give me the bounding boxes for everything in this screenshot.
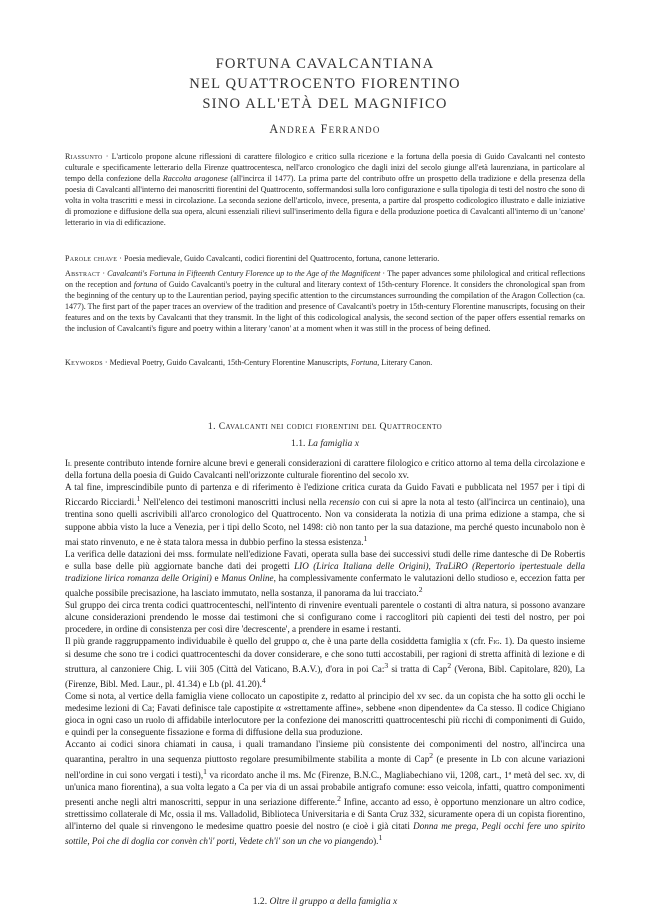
abstract-sep: · [100, 269, 108, 278]
subsection-title: Oltre il gruppo α della famiglia x [269, 896, 398, 907]
paper-title-line-3: SINO ALL'ETÀ DEL MAGNIFICO [202, 96, 448, 112]
paragraph-3 [65, 548, 585, 599]
riassunto-text-2: (all'incirca il 1477). La prima parte del contributo offre un prospetto della tradizione e della presenza della poesia di Cavalcanti all'interno dei manoscritti fiorentini del Quattrocento, soffermandosi sulla loro configurazione e sulla tipologia di testi del nostro che sono di volta in volta trascritti e messi in circolazione. La seconda sezione dell'articolo, invece, presenta, a partire dal prospetto codicologico illustrato e dalle iniziative di promozione e diffusione della sua opera, alcuni essenziali rilievi sull'inserimento della figura e della produzione poetica di Cavalcanti all'interno di un 'canone' letterario in via di edificazione. [65, 174, 585, 227]
paragraph-6: Come si nota, al vertice della famiglia viene collocato un capostipite z, redatto al principio del xv sec. da un copista che ha sotto gli occhi le medesime lezioni di Ca; Favati definisce tale capostipite α «strettamente affine», sebbene «non dipendente» da Ca stesso. Il codice Chigiano gioca in ogni caso un ruolo di affidabile interlocutore per la confezione dei manoscritti quattrocenteschi più ricchi di componimenti di Guido, e quindi per la conseguente fissazione e forma di diffusione della sua produzione. [65, 690, 585, 738]
poem-title: Vedete ch'i' son un che vo piangendo [238, 836, 374, 847]
keywords-text-2: , Literary Canon. [377, 358, 433, 367]
subsection-title: La famiglia x [307, 438, 359, 449]
abstract-text-2: of Guido Cavalcanti's poetry in the cultural and literary context of 15th-century Florence. It considers the chronological span from the beginning of the century up to the Laurentian period, paying specific attention to the circumstances surrounding the compilation of the Aragon Collection (ca. 1477). The first part of the paper traces an overview of the tradition and presence of Cavalcanti's poetry in 15th-century Florentine manuscripts, focusing on their features and on the texts by Cavalcanti that they transmit. In the light of this codicological analysis, the second section of the paper offers essential remarks on the inclusion of Cavalcanti's figure and poetry within a literary 'canon' at a moment when it was still in the process of being defined. [65, 280, 586, 333]
footnote-ref: 4 [261, 675, 266, 685]
body-text [65, 457, 585, 847]
paragraph-text: Accanto ai codici sinora chiamati in causa, i quali tramandano l'insieme più consistente dei componimenti del nostro, all'incirca una quarantina, peraltro in una sequenza piuttosto regolare presumibilmente stabilita a monte di Cap [65, 739, 585, 765]
parole-chiave-label: Parole chiave [65, 254, 118, 263]
paragraph-1 [65, 457, 585, 481]
paragraph-7 [65, 738, 585, 847]
paragraph-text: va ricordato anche il ms. Mc (Firenze, B.N.C., Magliabechiano vii, 1208, cart., 1ª metà del sec. xv, di un'unica mano fiorentina), a sua volta legato a Ca per via di un assai probabile antigrafo comune: esso veicola, infatti, quattro componimenti presenti anche negli altri manoscritti, seppur in una seriazione differente. [65, 769, 585, 807]
keywords-sep: · [102, 358, 110, 367]
paragraph-text: con cui si apre la nota al testo (all'incirca un centinaio), una trentina sono quelli ascrivibili all'arco cronologico del Quattrocento. Non va considerata la notizia di una prima edizione a stampa, che si suppone abbia visto la luce a Venezia, per i tipi dello Scoto, nel 1498: ciò non tanto per la sua datazione, ma perché questo incunabolo non è mai stato rinvenuto, e ne è stata talora messa in dubbio perfino la stessa esistenza. [65, 497, 585, 547]
riassunto-block [65, 151, 585, 228]
paragraph-text: Nell'elenco dei testimoni manoscritti inclusi nella [140, 497, 330, 508]
paragraph-text: , ha complessivamente confermato le valutazioni dello studioso e, eccezion fatta per qualche possibile precisazione, ha lasciato immutato, nella sostanza, il panorama da lui tracciato. [65, 572, 585, 599]
section-title: Cavalcanti nei codici fiorentini del Quattrocento [218, 421, 443, 432]
abstract-title: Cavalcanti's Fortuna in Fifteenth Century Florence up to the Age of the Magnificent [107, 269, 381, 278]
dropcap-word: Il [65, 458, 72, 468]
riassunto-label: Riassunto [65, 152, 103, 161]
paragraph-text: ). Da questo insieme si desume che sono tre i codici quattrocenteschi da dover considerare, e che sono tutti accostabili, per ragioni di stretta affinità di lezione e di struttura, al canzoniere Chig. L viii 305 (Città del Vaticano, B.A.V.), d'ora in poi Ca: [65, 636, 585, 674]
keywords-label: Keywords [65, 358, 103, 367]
paragraph-text: Il più grande raggruppamento individuabile è quello del gruppo α, che è una parte della cosiddetta famiglia x (cfr. [65, 636, 489, 647]
keywords-fortuna: Fortuna [350, 358, 378, 367]
italic-term: Manus Online [221, 572, 274, 583]
poem-title: Donna me prega [413, 821, 477, 831]
paper-title-line-2: NEL QUATTROCENTO FIORENTINO [189, 76, 461, 92]
riassunto-sep: · [102, 152, 112, 161]
parole-chiave-text: Poesia medievale, Guido Cavalcanti, codici fiorentini del Quattrocento, fortuna, canone letterario. [123, 254, 440, 263]
abstract-sep-2: · [380, 269, 388, 278]
paper-title-line-1: FORTUNA CAVALCANTIANA [215, 56, 435, 72]
footnote-ref: 3 [384, 660, 389, 670]
paragraph-text: , [87, 836, 92, 847]
footnote-ref: 1 [203, 766, 207, 776]
figure-ref: Fig. 1 [488, 636, 510, 647]
paragraph-text: , [476, 821, 482, 831]
paragraph-text: , [428, 560, 436, 571]
paragraph-text: Infine, accanto ad esso, è opportuno menzionare un altro codice, strettissimo collaterale di Mc, ossia il ms. Valladolid, Biblioteca Universitaria e di Santa Cruz 332, sicuramente opera di un copista fiorentino, all'interno del quale si rinvengono le medesime quattro poesie del nostro (e cioè i già citati [65, 796, 585, 831]
parole-chiave-sep: · [117, 254, 124, 263]
italic-term: recensio [329, 497, 360, 508]
abstract-fortuna: fortuna [133, 280, 158, 289]
superscript: 2 [429, 751, 434, 761]
paragraph-text: (Verona, Bibl. Capitolare, 820), La (Firenze, Bibl. Med. Laur., pl. 41.34) e Lb (pl. 41.20). [65, 663, 585, 689]
poem-title: Pegli occhi fere uno spirito sottile [65, 821, 586, 847]
paragraph-text: si tratta di Cap [388, 663, 448, 674]
italic-term: LIO (Lirica Italiana delle Origini) [294, 560, 429, 571]
riassunto-text: L'articolo propone alcune riflessioni di carattere filologico e critico sulla ricezione e la fortuna della poesia di Guido Cavalcanti nel contesto culturale e specificamente letterario della Firenze quattrocentesca, nell'arco cronologico che dagli inizi del secolo giunge all'età laurenziana, in particolare al tempo della confezione della [65, 152, 586, 183]
paragraph-text: (e presente in Lb con alcune variazioni nell'ordine in cui sono vergati i testi), [65, 754, 585, 780]
subsection-1-2-heading [0, 896, 650, 907]
section-number: 1. [207, 421, 216, 432]
paragraph-text: ). [373, 836, 379, 847]
subsection-number: 1.2. [252, 896, 268, 907]
paragraph-text: A tal fine, imprescindibile punto di partenza e di riferimento è l'edizione critica curata da Guido Favati e pubblicata nel 1957 per i tipi di Riccardo Ricciardi. [65, 482, 585, 508]
paragraph-text: , [234, 836, 239, 847]
footnote-ref: 1 [136, 494, 141, 504]
paragraph-text: presente contributo intende fornire alcune brevi e generali considerazioni di carattere filologico e critico attorno al tema della circolazione e della fortuna della poesia di Guido Cavalcanti nell'orizzonte culturale fiorentino del secolo xv. [65, 458, 585, 481]
parole-chiave-block [65, 253, 585, 264]
footnote-ref: 1 [378, 833, 383, 843]
section-1-heading [0, 421, 650, 432]
author-name: Andrea Ferrando [269, 122, 381, 136]
italic-term: TraLiRO (Repertorio ipertestuale della tradizione lirica romanza delle Origini) [65, 560, 586, 583]
paragraph-5 [65, 635, 585, 689]
abstract-block [65, 268, 585, 334]
keywords-block [65, 357, 585, 368]
superscript: 2 [447, 660, 452, 670]
abstract-label: Abstract [65, 269, 101, 278]
abstract-text: The paper advances some philological and critical reflections on the reception and [65, 269, 586, 289]
paragraph-2 [65, 481, 585, 548]
paragraph-text: La verifica delle datazioni dei mss. formulate nell'edizione Favati, operata sulla base dei successivi studi delle rime dantesche di De Robertis e sulla base delle più aggiornate banche dati dei progetti [65, 548, 585, 571]
paragraph-4: Sul gruppo dei circa trenta codici quattrocenteschi, nell'intento di rinvenire eventuali parentele o costanti di altra natura, si possono avanzare alcune considerazioni prendendo le mosse dai testimoni che si configurano come i raccoglitori più capienti dei testi del nostro, per poi procedere, in ordine di consistenza per così dire 'decrescente', a prendere in esame i restanti. [65, 600, 585, 635]
footnote-ref: 2 [418, 585, 423, 595]
keywords-text: Medieval Poetry, Guido Cavalcanti, 15th-Century Florentine Manuscripts, [109, 358, 351, 367]
subsection-number: 1.1. [291, 438, 306, 449]
footnote-ref: 1 [363, 533, 368, 543]
riassunto-raccolta: Raccolta aragonese [162, 174, 228, 183]
footnote-ref: 2 [337, 793, 341, 803]
poem-title: Poi che di doglia cor convèn ch'i' porti [91, 836, 235, 847]
subsection-1-1-heading [0, 438, 650, 449]
paragraph-text: e [211, 572, 222, 583]
